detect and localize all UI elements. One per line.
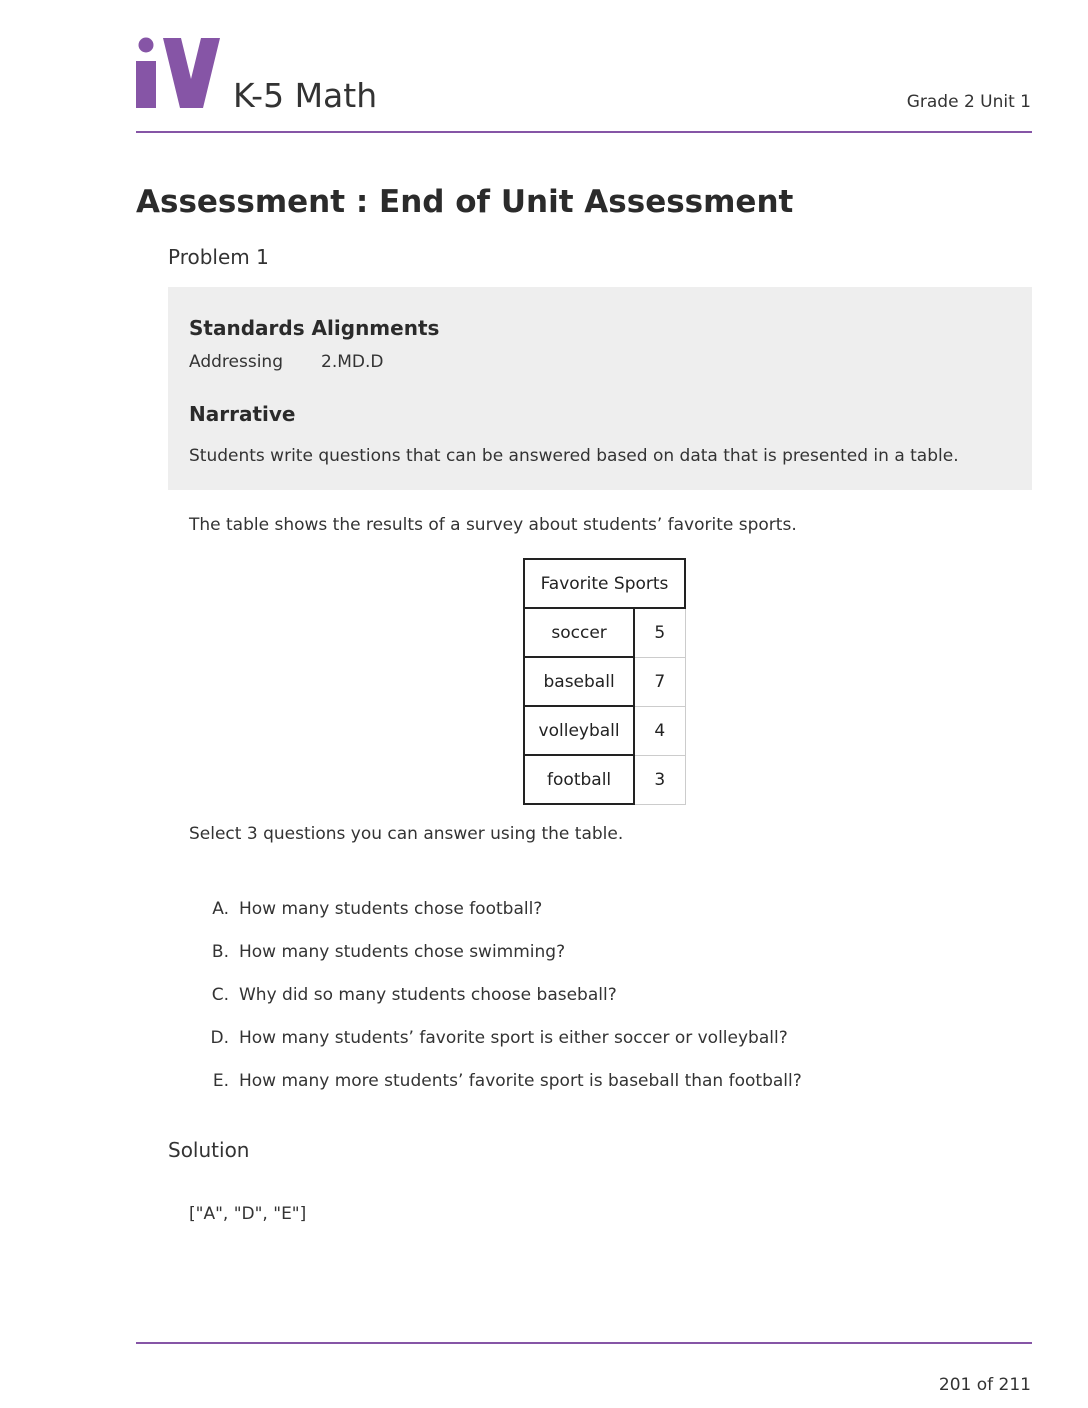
- problem-instruction: Select 3 questions you can answer using the table.: [189, 824, 624, 844]
- narrative-text: Students write questions that can be answered based on data that is presented in a table.: [189, 446, 959, 466]
- sport-count-cell: 7: [634, 657, 685, 706]
- problem-heading: Problem 1: [168, 245, 269, 269]
- page-number: 201 of 211: [938, 1375, 1031, 1395]
- sport-count-cell: 3: [634, 755, 685, 804]
- solution-value: ["A", "D", "E"]: [189, 1204, 307, 1224]
- im-logo-graphic: [136, 37, 220, 109]
- im-logo: [136, 37, 220, 109]
- choice-letter: A.: [212, 899, 229, 919]
- standards-info-box: [168, 287, 1032, 490]
- choice-a: [205, 898, 543, 941]
- choice-letter: D.: [210, 1028, 229, 1048]
- table-row: [524, 706, 685, 755]
- choice-text: How many students chose football?: [239, 899, 543, 919]
- problem-intro: The table shows the results of a survey about students’ favorite sports.: [189, 515, 797, 535]
- choice-e: [205, 1070, 802, 1113]
- header-divider: [136, 131, 1032, 133]
- addressing-standard: 2.MD.D: [321, 352, 384, 372]
- footer-divider: [136, 1342, 1032, 1344]
- sport-name-cell: football: [524, 755, 634, 804]
- sport-count-cell: 4: [634, 706, 685, 755]
- sport-name-cell: volleyball: [524, 706, 634, 755]
- sport-count-cell: 5: [634, 608, 685, 657]
- choice-text: How many students’ favorite sport is either soccer or volleyball?: [239, 1028, 788, 1048]
- table-row: [524, 608, 685, 657]
- page-title: Assessment : End of Unit Assessment: [136, 184, 794, 220]
- sport-name-cell: baseball: [524, 657, 634, 706]
- table-title: Favorite Sports: [524, 559, 685, 608]
- choice-d: [205, 1027, 788, 1070]
- choice-letter: B.: [211, 942, 229, 962]
- table-row: [524, 755, 685, 804]
- choice-c: [205, 984, 617, 1027]
- sport-name-cell: soccer: [524, 608, 634, 657]
- standards-heading: Standards Alignments: [189, 316, 440, 340]
- choice-text: How many more students’ favorite sport is baseball than football?: [239, 1071, 802, 1091]
- narrative-heading: Narrative: [189, 402, 296, 426]
- table-header-row: [524, 559, 685, 608]
- table-row: [524, 657, 685, 706]
- favorite-sports-table: [523, 558, 686, 805]
- solution-heading: Solution: [168, 1138, 250, 1162]
- choice-text: Why did so many students choose baseball?: [239, 985, 617, 1005]
- choice-text: How many students chose swimming?: [239, 942, 566, 962]
- unit-label: Grade 2 Unit 1: [906, 92, 1031, 112]
- addressing-label: Addressing: [189, 352, 283, 372]
- choice-letter: E.: [212, 1071, 229, 1091]
- choice-letter: C.: [211, 985, 229, 1005]
- answer-choices: [205, 898, 802, 1113]
- product-name: K-5 Math: [233, 76, 378, 115]
- choice-b: [205, 941, 566, 984]
